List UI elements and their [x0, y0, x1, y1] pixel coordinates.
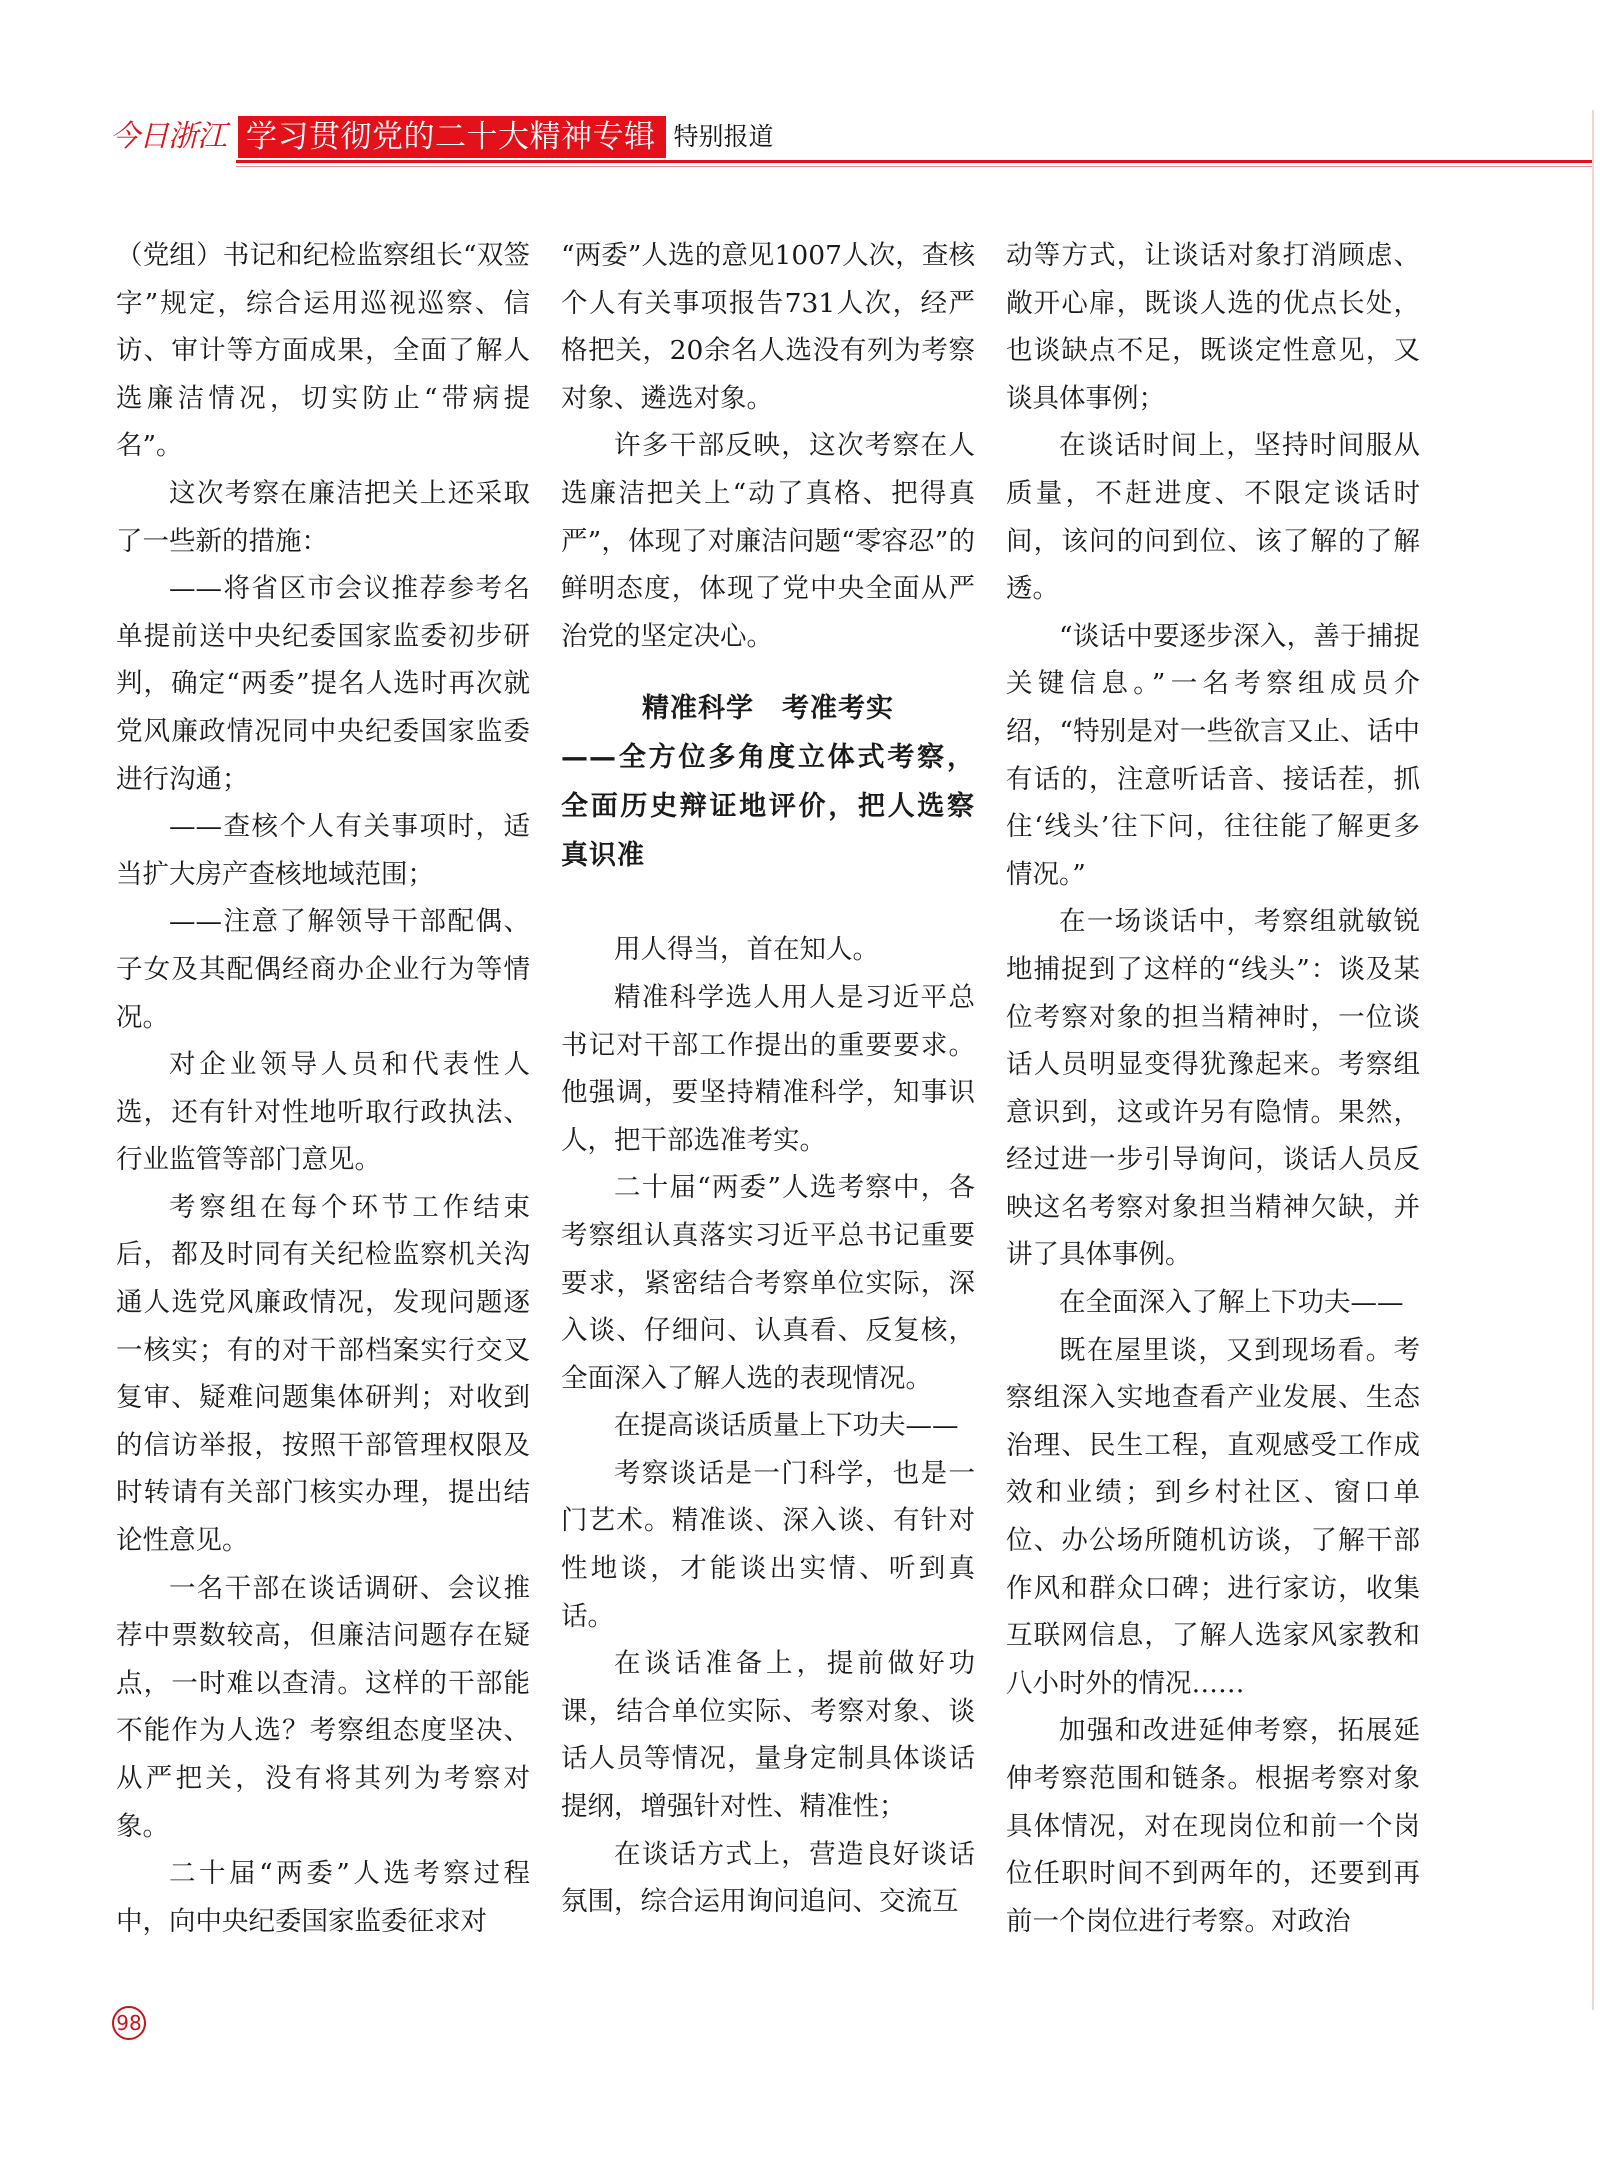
text-column-1 — [116, 232, 530, 1945]
section-label: 特别报道 — [673, 122, 774, 151]
paragraph: 在提高谈话质量上下功夫—— — [614, 1410, 959, 1442]
section-gap — [561, 880, 975, 926]
paragraph: （党组）书记和纪检监察组长“双签字”规定，综合运用巡视巡察、信访、审计等方面成果，全面了解人选廉洁情况，切实防止“带病提名”。 — [116, 240, 530, 462]
section-subtitle: ——全方位多角度立体式考察，全面历史辩证地评价，把人选察真识准 — [561, 742, 975, 872]
section-heading — [561, 684, 975, 880]
page-header — [110, 116, 774, 158]
paragraph: 在谈话准备上，提前做好功课，结合单位实际、考察对象、谈话人员等情况，量身定制具体谈话提纲，增强针对性、精准性； — [561, 1648, 975, 1823]
paragraph: “谈话中要逐步深入，善于捕捉关键信息。”一名考察组成员介绍，“特别是对一些欲言又止、话中有话的，注意听话音、接话茬，抓住‘线头’往下问，往往能了解更多情况。” — [1006, 620, 1420, 890]
paragraph: 动等方式，让谈话对象打消顾虑、敞开心扉，既谈人选的优点长处，也谈缺点不足，既谈定性意见，又谈具体事例； — [1006, 240, 1420, 414]
paragraph: 一名干部在谈话调研、会议推荐中票数较高，但廉洁问题存在疑点，一时难以查清。这样的干部能不能作为人选？考察组态度坚决、从严把关，没有将其列为考察对象。 — [116, 1572, 530, 1842]
paragraph: 用人得当，首在知人。 — [614, 934, 879, 966]
paragraph: 在全面深入了解上下功夫—— — [1059, 1287, 1404, 1319]
paragraph: “两委”人选的意见1007人次，查核个人有关事项报告731人次，经严格把关，20余名人选没有列为考察对象、遴选对象。 — [561, 240, 975, 414]
paragraph: 加强和改进延伸考察，拓展延伸考察范围和链条。根据考察对象具体情况，对在现岗位和前一个岗位任职时间不到两年的，还要到再前一个岗位进行考察。对政治 — [1006, 1715, 1420, 1937]
section-title: 精准科学 考准考实 — [642, 693, 894, 725]
paragraph: ——查核个人有关事项时，适当扩大房产查核地域范围； — [116, 811, 530, 890]
header-rule — [236, 160, 1594, 163]
page-edge-rule — [1592, 110, 1594, 2010]
paragraph: 考察谈话是一门科学，也是一门艺术。精准谈、深入谈、有针对性地谈，才能谈出实情、听到真话。 — [561, 1457, 975, 1632]
paragraph: 在谈话时间上，坚持时间服从质量，不赶进度、不限定谈话时间，该问的问到位、该了解的了解透。 — [1006, 430, 1420, 605]
paragraph: 这次考察在廉洁把关上还采取了一些新的措施： — [116, 477, 530, 557]
header-rule-thin — [236, 166, 1594, 167]
magazine-logo: 今日浙江 — [110, 119, 226, 154]
paragraph: 考察组在每个环节工作结束后，都及时同有关纪检监察机关沟通人选党风廉政情况，发现问题逐一核实；有的对干部档案实行交叉复审、疑难问题集体研判；对收到的信访举报，按照干部管理权限及时转请有关部门核实办理，提出结论性意见。 — [116, 1191, 530, 1557]
paragraph: 在谈话方式上，营造良好谈话氛围，综合运用询问追问、交流互 — [561, 1838, 975, 1918]
paragraph: 许多干部反映，这次考察在人选廉洁把关上“动了真格、把得真严”，体现了对廉洁问题“零容忍”的鲜明态度，体现了党中央全面从严治党的坚定决心。 — [561, 430, 975, 652]
page-number: 98 — [112, 2006, 146, 2040]
paragraph: 二十届“两委”人选考察过程中，向中央纪委国家监委征求对 — [116, 1858, 530, 1937]
paragraph: ——注意了解领导干部配偶、子女及其配偶经商办企业行为等情况。 — [116, 906, 530, 1033]
paragraph: ——将省区市会议推荐参考名单提前送中央纪委国家监委初步研判，确定“两委”提名人选时再次就党风廉政情况同中央纪委国家监委进行沟通； — [116, 573, 530, 795]
text-column-2 — [561, 232, 975, 1926]
text-column-3 — [1006, 232, 1420, 1945]
paragraph: 既在屋里谈，又到现场看。考察组深入实地查看产业发展、生态治理、民生工程，直观感受工作成效和业绩；到乡村社区、窗口单位、办公场所随机访谈，了解干部作风和群众口碑；进行家访，收集互联网信息，了解人选家风家教和八小时外的情况…… — [1006, 1334, 1420, 1699]
paragraph: 二十届“两委”人选考察中，各考察组认真落实习近平总书记重要要求，紧密结合考察单位实际，深入谈、仔细问、认真看、反复核，全面深入了解人选的表现情况。 — [561, 1172, 975, 1394]
paragraph: 在一场谈话中，考察组就敏锐地捕捉到了这样的“线头”：谈及某位考察对象的担当精神时，一位谈话人员明显变得犹豫起来。考察组意识到，这或许另有隐情。果然，经过进一步引导询问，谈话人员反映这名考察对象担当精神欠缺，并讲了具体事例。 — [1006, 906, 1420, 1271]
special-issue-banner: 学习贯彻党的二十大精神专辑 — [238, 116, 666, 158]
paragraph: 对企业领导人员和代表性人选，还有针对性地听取行政执法、行业监管等部门意见。 — [116, 1049, 530, 1176]
paragraph: 精准科学选人用人是习近平总书记对干部工作提出的重要要求。他强调，要坚持精准科学，知事识人，把干部选准考实。 — [561, 981, 975, 1156]
